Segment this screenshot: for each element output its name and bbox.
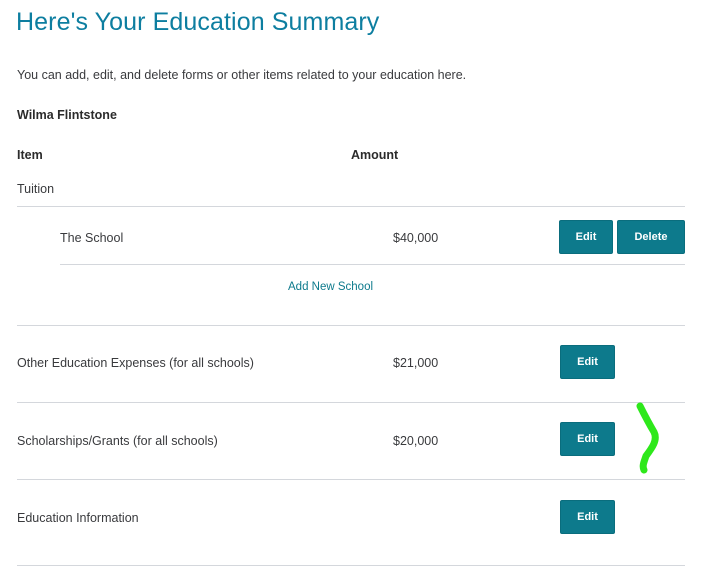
page-title: Here's Your Education Summary	[16, 8, 380, 36]
education-info-label: Education Information	[17, 511, 139, 525]
divider	[17, 402, 685, 403]
other-expenses-amount: $21,000	[393, 356, 439, 370]
divider	[17, 325, 685, 326]
column-header-amount: Amount	[351, 148, 399, 162]
other-expenses-label: Other Education Expenses (for all schools)	[17, 356, 254, 370]
other-expenses-edit-button[interactable]: Edit	[560, 345, 615, 379]
annotation-mark	[632, 402, 672, 474]
school-delete-button[interactable]: Delete	[617, 220, 685, 254]
intro-text: You can add, edit, and delete forms or other items related to your education here.	[17, 68, 467, 82]
column-header-item: Item	[17, 148, 43, 162]
school-edit-button[interactable]: Edit	[559, 220, 613, 254]
school-amount: $40,000	[393, 231, 439, 245]
divider	[60, 264, 685, 265]
scholarships-edit-button[interactable]: Edit	[560, 422, 615, 456]
scholarships-label: Scholarships/Grants (for all schools)	[17, 434, 218, 448]
add-new-school-link[interactable]: Add New School	[288, 281, 374, 293]
education-info-edit-button[interactable]: Edit	[560, 500, 615, 534]
tuition-label: Tuition	[17, 182, 55, 196]
school-name: The School	[60, 231, 124, 245]
scholarships-amount: $20,000	[393, 434, 439, 448]
divider	[17, 206, 685, 207]
divider	[17, 479, 685, 480]
person-name: Wilma Flintstone	[17, 108, 117, 122]
divider	[17, 565, 685, 566]
